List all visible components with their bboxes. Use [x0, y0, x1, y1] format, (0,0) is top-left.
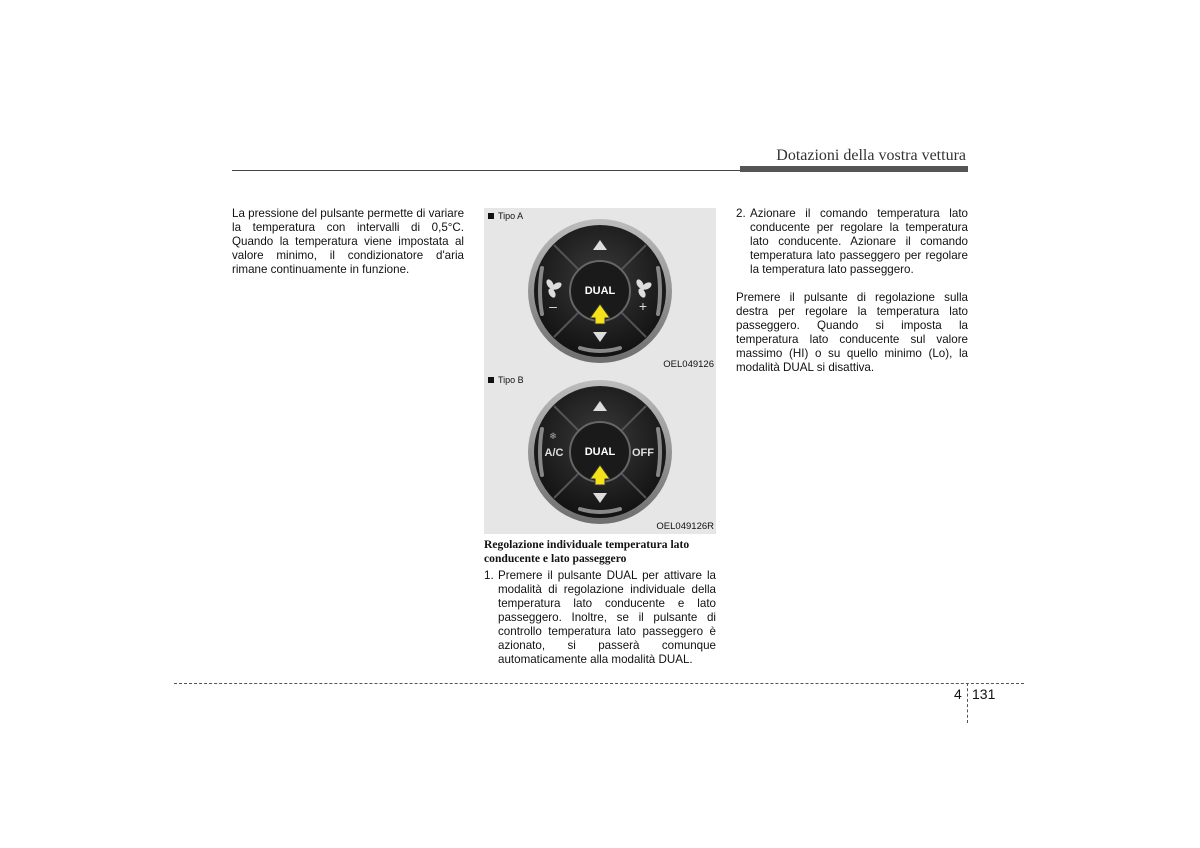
- section-title: Dotazioni della vostra vettura: [776, 147, 966, 164]
- section-caption: Regolazione individuale temperatura lato conducente e lato passeggero: [484, 538, 690, 565]
- intro-paragraph: La pressione del pulsante permette di variare la temperatura con intervalli di 0,5°C. Quando la temperatura viene impostata al valore minimo, il condizionatore d'aria rimane continuamente in funzione.: [232, 207, 465, 276]
- list-item: 2. Azionare il comando temperatura lato conducente per regolare la temperatura lato conducente. Azionare il comando temperatura lato passeggero per regolare la temperatura lato passeggero.: [736, 207, 968, 276]
- column-left: [232, 207, 464, 277]
- footer-rule: [174, 683, 1024, 684]
- list-item: 1. Premere il pulsante DUAL per attivare la modalità di regolazione individuale della temperatura lato conducente e lato passeggero. Inoltre, se il pulsante di controllo temperatura lato passeggero è azionato, si passerà comunque automaticamente alla modalità DUAL.: [484, 569, 716, 666]
- footer-divider: [967, 683, 968, 723]
- snowflake-icon: ❄: [549, 432, 557, 442]
- ac-button-label[interactable]: A/C: [544, 447, 564, 459]
- figure-code: OEL049126: [663, 359, 714, 370]
- chapter-number: 4: [954, 686, 962, 702]
- control-knob-type-a: [484, 208, 716, 372]
- dual-label: DUAL: [584, 446, 616, 458]
- decrease-sign: –: [549, 298, 557, 314]
- page-number: 131: [972, 686, 996, 702]
- dual-label: DUAL: [584, 285, 616, 297]
- header-rule-accent: [740, 166, 968, 172]
- body-paragraph: Premere il pulsante di regolazione sulla destra per regolare la temperatura lato passeggero. Quando si imposta la temperatura lato conducente sul valore massimo (HI) o su quello minimo (Lo), la modalità DUAL si disattiva.: [736, 291, 968, 374]
- figure-label: Tipo B: [488, 375, 524, 385]
- increase-sign: +: [638, 298, 648, 314]
- figure-code: OEL049126R: [656, 521, 714, 532]
- figure-type-a: [484, 208, 716, 372]
- off-button-label[interactable]: OFF: [632, 447, 654, 459]
- column-middle: [484, 538, 716, 667]
- figure-label: Tipo A: [488, 211, 523, 221]
- column-right: [736, 207, 968, 375]
- figure-type-b: [484, 372, 716, 534]
- control-knob-type-b: [484, 372, 716, 534]
